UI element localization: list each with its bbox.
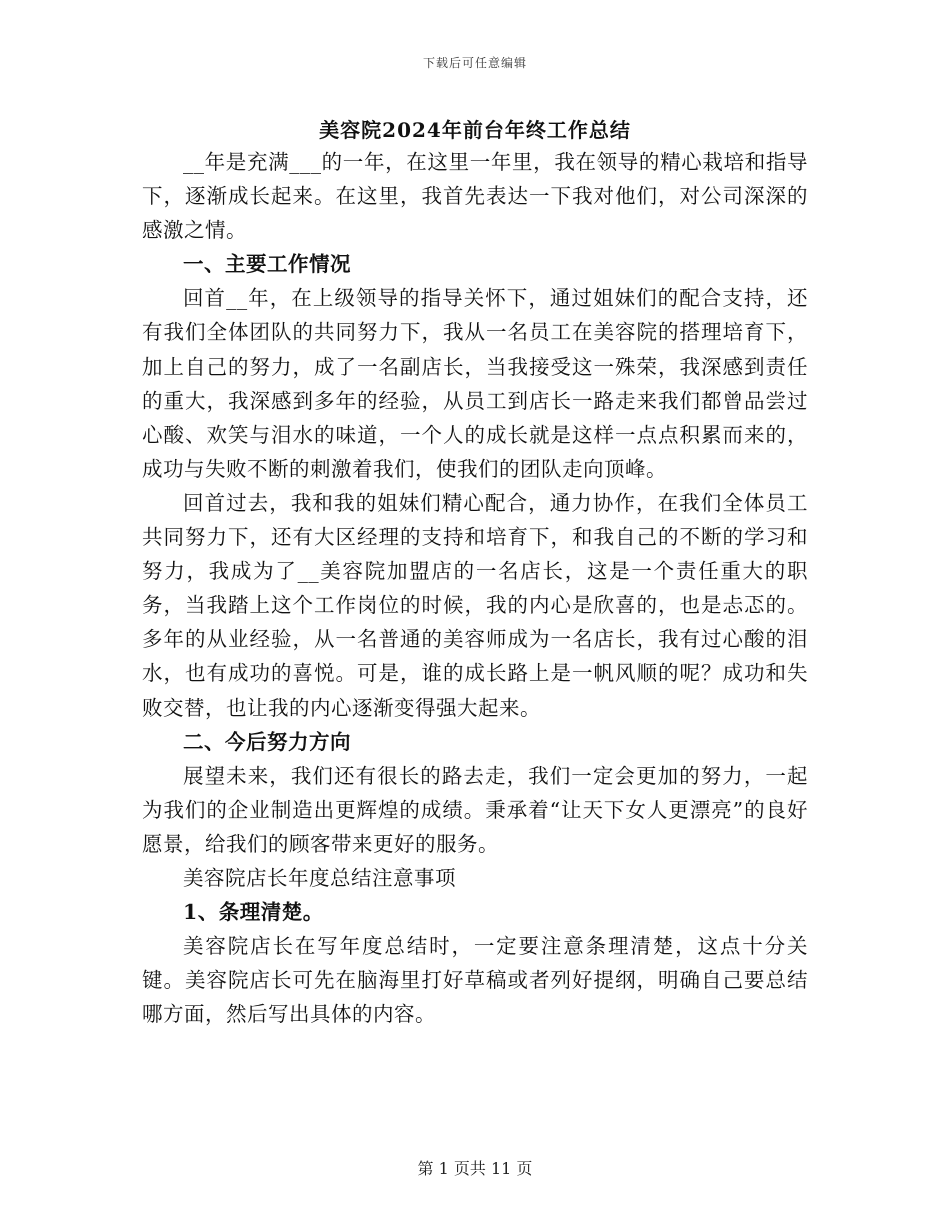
paragraph-future: 展望未来，我们还有很长的路去走，我们一定会更加的努力，一起为我们的企业制造出更辉煌的成绩。秉承着“让天下女人更漂亮”的良好愿景，给我们的顾客带来更好的服务。: [142, 763, 808, 856]
paragraph-review-year: 回首__年，在上级领导的指导关怀下，通过姐妹们的配合支持，还有我们全体团队的共同努力下，我从一名员工在美容院的搭理培育下，加上自己的努力，成了一名副店长，当我接受这一殊荣，我深感到责任的重大，我深感到多年的经验，从员工到店长一路走来我们都曾品尝过心酸、欢笑与泪水的味道，一个人的成长就是这样一点点积累而来的，成功与失败不断的刺激着我们，使我们的团队走向顶峰。: [142, 286, 808, 481]
document-body: [142, 145, 808, 1031]
header-note: 下载后可任意编辑: [422, 56, 527, 70]
paragraph-notes-title: 美容院店长年度总结注意事项: [183, 865, 456, 890]
paragraph-clarity: 美容院店长在写年度总结时，一定要注意条理清楚，这点十分关键。美容院店长可先在脑海里打好草稿或者列好提纲，明确自己要总结哪方面，然后写出具体的内容。: [142, 934, 808, 1027]
section-heading-future: 二、今后努力方向: [183, 729, 351, 754]
document-title: 美容院2024年前台年终工作总结: [319, 118, 631, 142]
subheading-clarity: 1、条理清楚。: [183, 900, 324, 925]
paragraph-intro: __年是充满___的一年，在这里一年里，我在领导的精心栽培和指导下，逐渐成长起来。在这里，我首先表达一下我对他们，对公司深深的感激之情。: [142, 150, 808, 243]
page-footer: 第 1 页共 11 页: [417, 1159, 533, 1178]
paragraph-review-past: 回首过去，我和我的姐妹们精心配合，通力协作，在我们全体员工共同努力下，还有大区经理的支持和培育下，和我自己的不断的学习和努力，我成为了__美容院加盟店的一名店长，这是一个责任重大的职务，当我踏上这个工作岗位的时候，我的内心是欣喜的，也是忐忑的。多年的从业经验，从一名普通的美容师成为一名店长，我有过心酸的泪水，也有成功的喜悦。可是，谁的成长路上是一帆风顺的呢？成功和失败交替，也让我的内心逐渐变得强大起来。: [142, 490, 808, 720]
section-heading-main-work: 一、主要工作情况: [183, 252, 351, 277]
